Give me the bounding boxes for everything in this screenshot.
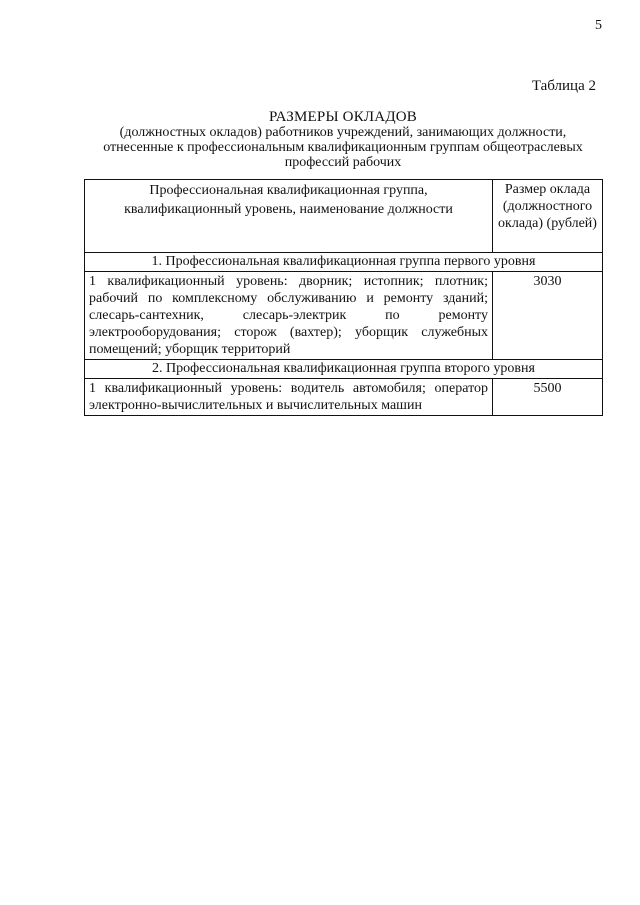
position-description: 1 квалификационный уровень: водитель автомобиля; оператор электронно-вычислительных и вычислительных машин bbox=[85, 379, 493, 416]
page-number: 5 bbox=[595, 18, 602, 33]
group-title: 2. Профессиональная квалификационная группа второго уровня bbox=[85, 360, 603, 379]
group-title: 1. Профессиональная квалификационная группа первого уровня bbox=[85, 253, 603, 272]
salary-value: 3030 bbox=[493, 272, 603, 360]
position-description: 1 квалификационный уровень: дворник; истопник; плотник; рабочий по комплексному обслуживанию и ремонту зданий; слесарь-сантехник, слесарь-электрик по ремонту электрооборудования; сторож (вахтер); уборщик служебных помещений; уборщик территорий bbox=[85, 272, 493, 360]
salary-value: 5500 bbox=[493, 379, 603, 416]
group-row bbox=[85, 360, 603, 379]
document-title: РАЗМЕРЫ ОКЛАДОВ bbox=[269, 109, 417, 125]
header-salary-amount: Размер оклада (должностного оклада) (рублей) bbox=[493, 180, 603, 253]
title-block bbox=[84, 110, 602, 170]
salary-table bbox=[84, 179, 603, 416]
header-qualification-group: Профессиональная квалификационная группа, квалификационный уровень, наименование должности bbox=[85, 180, 493, 253]
table-label: Таблица 2 bbox=[531, 78, 596, 94]
group-row bbox=[85, 253, 603, 272]
table-row bbox=[85, 379, 603, 416]
table-header-row bbox=[85, 180, 603, 253]
document-subtitle: (должностных окладов) работников учреждений, занимающих должности, отнесенные к профессиональным квалификационным группам общеотраслевых профессий рабочих bbox=[103, 125, 583, 170]
table-row bbox=[85, 272, 603, 360]
